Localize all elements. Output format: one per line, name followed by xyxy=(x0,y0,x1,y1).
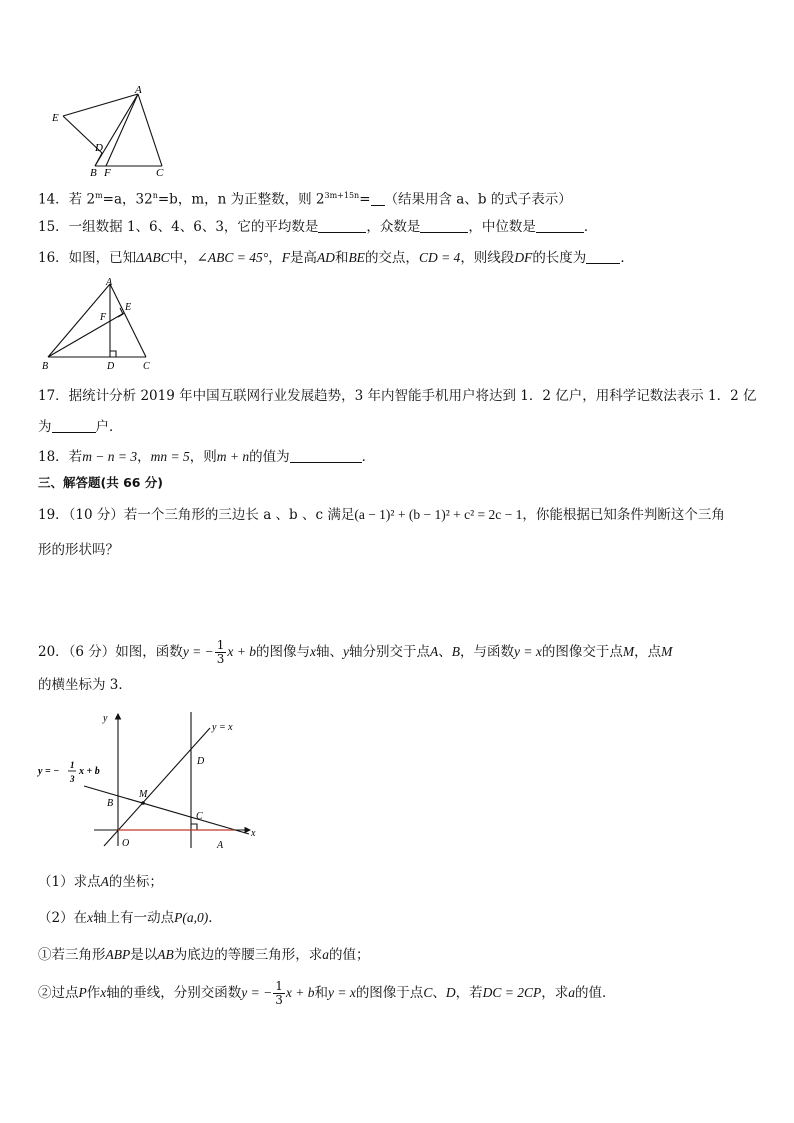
q20-c2-text-h: 的值． xyxy=(574,985,616,1001)
q14-text-b: =a，32 xyxy=(102,191,153,208)
label-A: A xyxy=(135,84,142,96)
question-14 xyxy=(38,186,572,210)
section-heading: 三、解答题(共 66 分) xyxy=(38,475,164,490)
answer-blank-median[interactable] xyxy=(536,218,584,233)
q20-c2-fraction xyxy=(273,980,285,1007)
q16-point-f: F xyxy=(281,250,290,265)
question-20-part-2 xyxy=(38,908,222,928)
q17-text-b: 户． xyxy=(95,419,123,435)
q15-text-a: 15．一组数据 1、6、4、6、3，它的平均数是 xyxy=(38,219,319,235)
figure-triangle-top xyxy=(40,82,175,177)
question-19-line-2: 形的形状吗？ xyxy=(38,542,119,558)
q19-text-b: ，你能根据已知条件判断这个三角 xyxy=(522,507,725,523)
q20-c2-func-y: y = − xyxy=(241,985,273,1000)
label-C: C xyxy=(143,361,150,372)
q16-text-d: 是高 xyxy=(289,250,317,266)
q18-eq-1: m − n = 3 xyxy=(82,449,138,464)
label-B: B xyxy=(107,798,114,809)
q20-c2-text-f: ，若 xyxy=(455,985,483,1001)
question-20-line-1 xyxy=(38,639,672,666)
q20-point-m-2: M xyxy=(661,644,673,659)
label-D: D xyxy=(95,142,103,154)
label-F: F xyxy=(100,312,107,323)
q20-func-yx: y = x xyxy=(514,644,542,659)
q16-be: BE xyxy=(348,250,365,265)
line-label-yx: y = x xyxy=(212,722,233,733)
q15-text-c: ，中位数是 xyxy=(468,219,536,235)
answer-blank[interactable] xyxy=(586,249,620,264)
q20-point-a: A xyxy=(430,644,439,659)
q14-text-c: =b，m，n 为正整数，则 2 xyxy=(157,191,325,208)
fraction-numerator: 1 xyxy=(275,979,283,993)
q20-y: y xyxy=(343,644,350,659)
q20-c1-a: a xyxy=(322,947,329,962)
q20-text-c: 轴、 xyxy=(316,644,344,660)
label-E: E xyxy=(125,302,132,313)
question-15 xyxy=(38,217,597,237)
question-16 xyxy=(38,248,634,268)
q20-text-e: ，与函数 xyxy=(460,644,515,660)
q17-text-a: 为 xyxy=(38,419,52,435)
label-C: C xyxy=(156,167,164,177)
q20-c2-func-rest: x + b xyxy=(285,985,315,1000)
q20-c1-text-a: ①若三角形 xyxy=(38,947,106,963)
q16-text-h: 的长度为 xyxy=(532,250,587,266)
answer-blank-mean[interactable] xyxy=(318,218,366,233)
figure-q20-graph xyxy=(34,706,266,852)
q20-sub2-x: x xyxy=(87,910,94,925)
q20-c2-text-b: 作 xyxy=(86,985,101,1001)
q20-c2-text-a: ②过点 xyxy=(38,985,79,1001)
q14-sup-m: m xyxy=(95,191,103,200)
q20-func-rest: x + b xyxy=(227,644,257,659)
q20-sub2-p: P(a,0) xyxy=(174,910,209,925)
q19-equation: (a − 1)² + (b − 1)² + c² = 2c − 1 xyxy=(354,507,523,522)
q20-c2-func-yx: y = x xyxy=(327,985,356,1000)
q20-x: x xyxy=(310,644,317,659)
q20-sub2-text-c: ． xyxy=(208,910,222,926)
q20-sep: 、 xyxy=(438,644,452,660)
q20-sub2-text-a: （2）在 xyxy=(38,910,88,926)
q20-c2-point-d: D xyxy=(445,985,456,1000)
q20-c1-text-d: 的值； xyxy=(329,947,370,963)
label-D: D xyxy=(107,361,115,372)
q15-text-b: ，众数是 xyxy=(366,219,421,235)
q20-c1-text-c: 为底边的等腰三角形，求 xyxy=(173,947,323,963)
q20-sub1-a: A xyxy=(100,874,109,889)
q20-sub2-text-b: 轴上有一动点 xyxy=(93,910,175,926)
q16-text-b: 中， xyxy=(169,250,197,266)
line-label-right: x + b xyxy=(79,766,100,777)
q20-c2-sep: 、 xyxy=(432,985,446,1001)
label-O: O xyxy=(122,838,130,849)
q18-text-c: ，则 xyxy=(189,449,217,465)
q20-text-d: 轴分别交于点 xyxy=(349,644,431,660)
fraction-numerator: 1 xyxy=(216,638,225,652)
q20-text-b: 的图像与 xyxy=(256,644,311,660)
q20-c1-ab: AB xyxy=(157,947,174,962)
q16-text-a: 16．如图，已知 xyxy=(38,250,137,266)
q16-text-end: ． xyxy=(620,250,634,266)
q18-eq-3: m + n xyxy=(216,449,250,464)
answer-blank[interactable] xyxy=(371,191,385,206)
label-E: E xyxy=(52,112,59,124)
question-20-case-2 xyxy=(38,980,615,1007)
label-A: A xyxy=(106,277,113,288)
q16-angle: ∠ABC = 45° xyxy=(196,250,269,265)
label-B: B xyxy=(90,167,97,177)
q14-text-d: = xyxy=(359,191,371,208)
q20-func-y: y = − xyxy=(182,644,214,659)
q18-text-d: 的值为 xyxy=(249,449,290,465)
figure-q16 xyxy=(38,276,163,372)
q20-sub1-text-a: （1）求点 xyxy=(38,874,101,890)
q16-text-c: ， xyxy=(268,250,282,266)
q20-c2-text-d: 和 xyxy=(314,985,328,1001)
q20-point-m: M xyxy=(622,644,635,659)
fraction-denominator: 3 xyxy=(275,993,283,1007)
q16-df: DF xyxy=(514,250,533,265)
point-m xyxy=(141,801,145,805)
question-19-line-1 xyxy=(38,505,725,525)
axis-label-x: x xyxy=(251,828,256,839)
q20-c2-point-c: C xyxy=(423,985,433,1000)
q16-text-f: 的交点， xyxy=(364,250,419,266)
q14-sup-n: n xyxy=(152,191,158,200)
q20-text-g: ，点 xyxy=(634,644,662,660)
line-label-left: y = − xyxy=(38,766,60,777)
q16-cd: CD = 4 xyxy=(418,250,461,265)
q20-c2-a: a xyxy=(568,985,575,1000)
q15-text-end: ． xyxy=(583,219,598,235)
q16-text-g: ，则线段 xyxy=(460,250,515,266)
label-C: C xyxy=(196,811,203,822)
q14-text-e: （结果用含 a、b 的式子表示） xyxy=(384,191,572,208)
q14-text-a: 14．若 2 xyxy=(38,191,96,208)
q20-c2-x: x xyxy=(100,985,107,1000)
q20-c2-text-c: 轴的垂线，分别交函数 xyxy=(106,985,242,1001)
q20-c1-text-b: 是以 xyxy=(130,947,158,963)
answer-blank[interactable] xyxy=(290,448,362,463)
question-17-line-2 xyxy=(38,417,123,437)
q16-ad: AD xyxy=(316,250,335,265)
question-18 xyxy=(38,447,375,467)
q20-c2-eq: DC = 2CP xyxy=(482,985,542,1000)
q20-text-a: 20．（6 分）如图，函数 xyxy=(38,644,183,660)
label-M: M xyxy=(139,789,148,800)
q18-text-end: ． xyxy=(361,449,376,465)
q20-text-f: 的图像交于点 xyxy=(541,644,623,660)
question-17-line-1: 17．据统计分析 2019 年中国互联网行业发展趋势，3 年内智能手机用户将达到 1．2 亿户，用科学记数法表示 1．2 亿 xyxy=(38,388,757,404)
q16-text-e: 和 xyxy=(334,250,349,266)
question-20-line-2: 的横坐标为 3． xyxy=(38,677,132,693)
q20-c2-text-g: ，求 xyxy=(541,985,569,1001)
q14-sup-exp: 3m+15n xyxy=(324,191,360,200)
line-label-num: 1 xyxy=(70,760,75,770)
label-F: F xyxy=(104,167,111,177)
q20-c1-abp: ABP xyxy=(105,947,131,962)
q20-c2-text-e: 的图像于点 xyxy=(355,985,424,1001)
q19-text-a: 19．（10 分）若一个三角形的三边长 a 、b 、c 满足 xyxy=(38,507,355,523)
q20-point-b: B xyxy=(451,644,461,659)
question-20-part-1 xyxy=(38,872,163,892)
label-A: A xyxy=(217,840,224,851)
label-D: D xyxy=(197,756,205,767)
q18-eq-2: mn = 5 xyxy=(150,449,190,464)
q16-triangle: ΔABC xyxy=(136,250,170,265)
q20-sub1-text-b: 的坐标； xyxy=(108,874,163,890)
question-20-case-1 xyxy=(38,945,370,965)
label-B: B xyxy=(42,361,49,372)
axis-label-y: y xyxy=(103,713,108,724)
fraction-denominator: 3 xyxy=(216,652,225,666)
q18-text-a: 18．若 xyxy=(38,449,83,465)
answer-blank-mode[interactable] xyxy=(420,218,468,233)
q20-c2-p: P xyxy=(78,985,87,1000)
line-label-den: 3 xyxy=(70,774,75,784)
q20-fraction xyxy=(215,639,227,666)
answer-blank[interactable] xyxy=(52,418,96,433)
q18-text-b: ， xyxy=(137,449,151,465)
